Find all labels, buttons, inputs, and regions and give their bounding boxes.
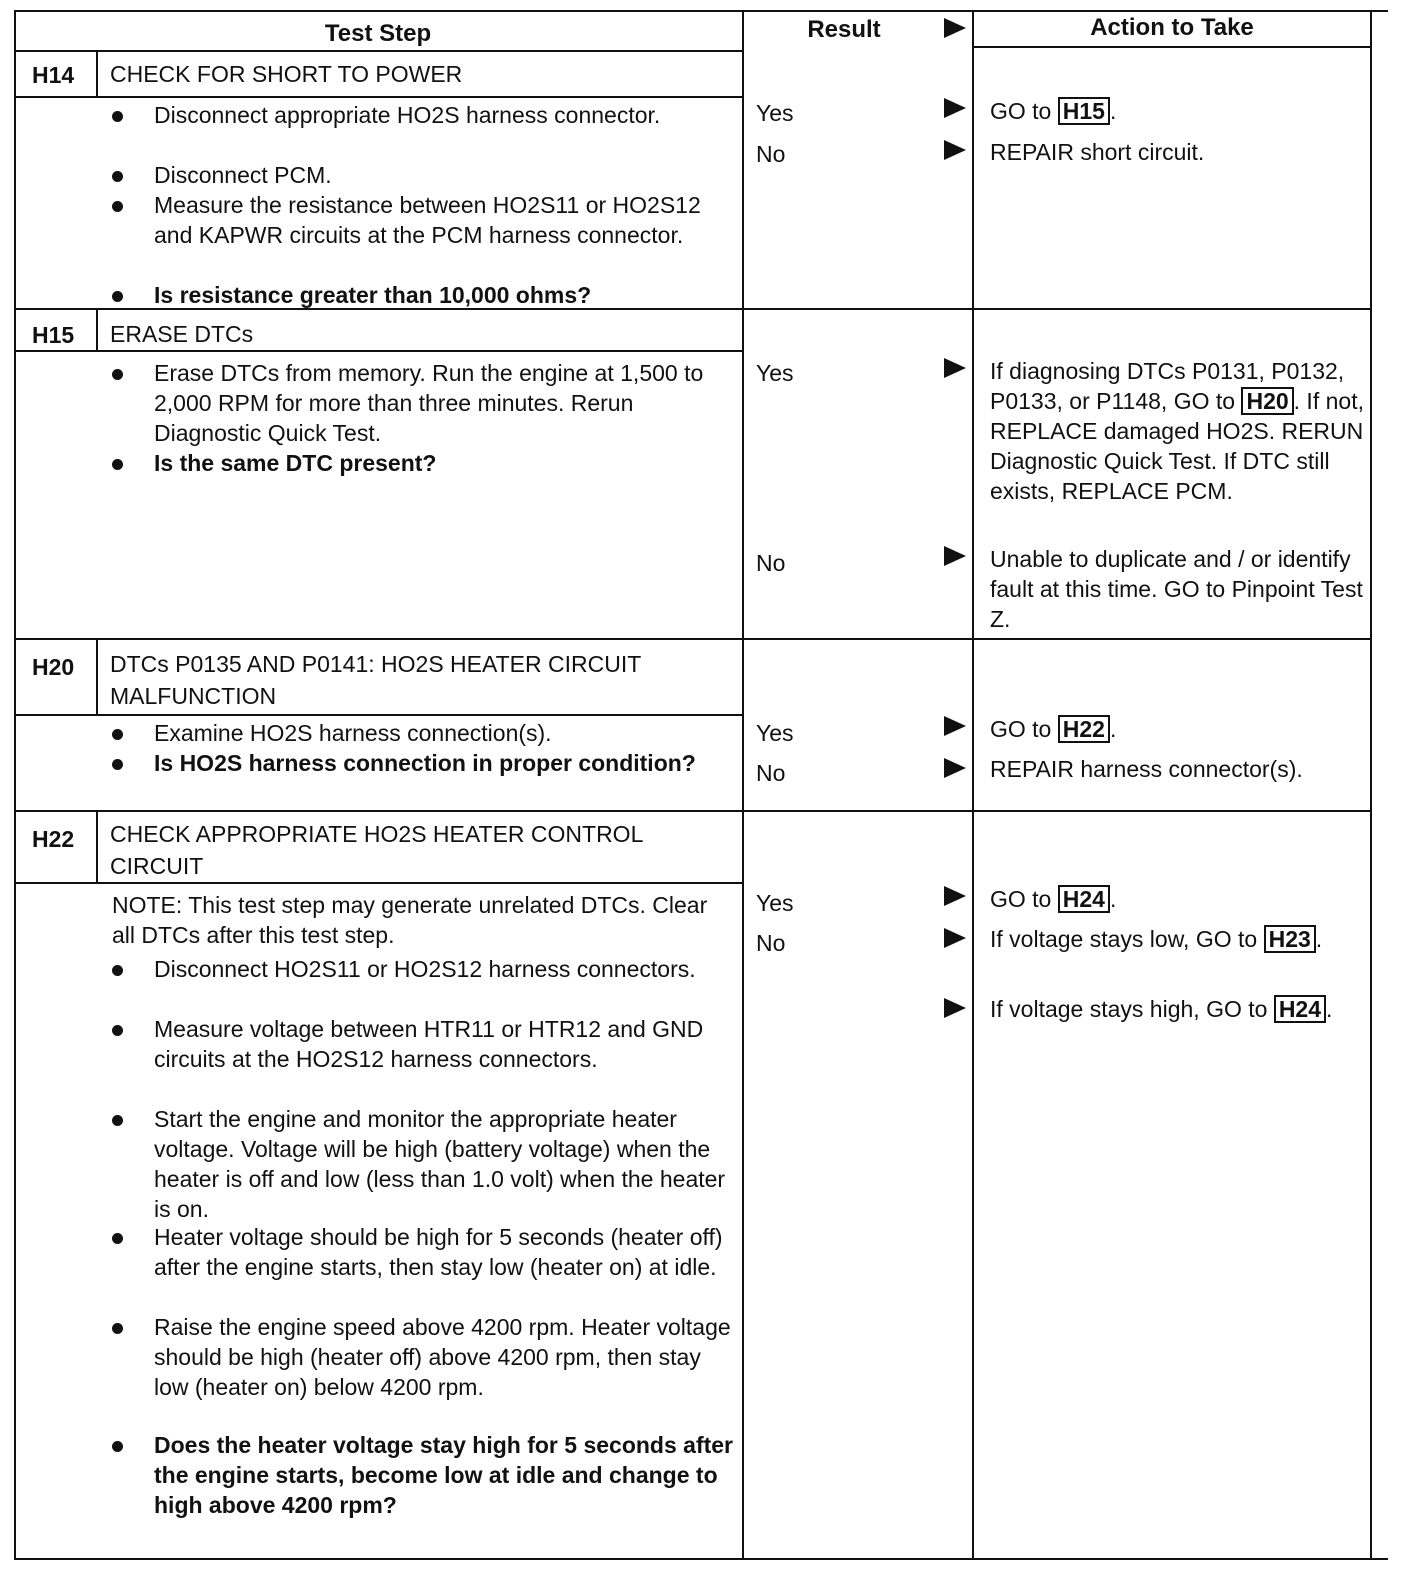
action-column-divider	[972, 10, 974, 1560]
h14-action-no: REPAIR short circuit.	[990, 139, 1205, 165]
step-id-h15: H15	[32, 322, 75, 348]
table-right-border	[1370, 10, 1372, 1560]
h22-bullet-question: Does the heater voltage stay high for 5 seconds after the engine starts, become low at idle and change to high above 4200 rpm?	[112, 1430, 734, 1520]
h22-bullet-1: Disconnect HO2S11 or HO2S12 harness connectors.	[112, 954, 734, 984]
h22-id-divider	[96, 810, 98, 884]
result-column-divider	[742, 10, 744, 1560]
h20-no-arrow-icon	[944, 758, 966, 778]
h14-no-arrow-icon	[944, 140, 966, 160]
h22-no-arrow-icon	[944, 928, 966, 948]
h20-result-yes: Yes	[756, 720, 794, 746]
h22-action-no-high: If voltage stays high, GO to H24 .	[990, 996, 1333, 1022]
h15-id-divider	[96, 308, 98, 352]
h15-action-no: Unable to duplicate and / or identify fault at this time. GO to Pinpoint Test Z.	[990, 546, 1363, 632]
step-id-h20: H20	[32, 654, 75, 680]
h20-bullet-question: Is HO2S harness connection in proper condition?	[112, 748, 734, 778]
h14-result-no: No	[756, 141, 786, 167]
step-title-h15: ERASE DTCs	[110, 321, 254, 347]
h22-action-no-low: If voltage stays low, GO to H23 .	[990, 926, 1323, 952]
h20-action-yes: GO to H22 .	[990, 716, 1117, 742]
h20-yes-arrow-icon	[944, 716, 966, 736]
h15-yes-arrow-icon	[944, 358, 966, 378]
h20-id-divider	[96, 638, 98, 716]
h14-bullet-question: Is resistance greater than 10,000 ohms?	[112, 280, 734, 310]
step-id-h22: H22	[32, 826, 75, 852]
h14-result-yes: Yes	[756, 100, 794, 126]
h14-bullet-3: Measure the resistance between HO2S11 or HO2S12 and KAPWR circuits at the PCM harness connector.	[112, 190, 734, 250]
h20-action-no: REPAIR harness connector(s).	[990, 756, 1303, 782]
h22-yes-arrow-icon	[944, 886, 966, 906]
table-top-border	[14, 10, 1388, 12]
h15-title-rule	[14, 350, 742, 352]
ref-h22[interactable]: H22	[1058, 715, 1110, 743]
h14-bullet-1: Disconnect appropriate HO2S harness connector.	[112, 100, 734, 130]
h22-action-yes: GO to H24 .	[990, 886, 1117, 912]
table-left-border	[14, 10, 16, 1560]
h14-yes-arrow-icon	[944, 98, 966, 118]
h20-result-no: No	[756, 760, 786, 786]
h20-title-rule	[14, 714, 742, 716]
row-divider-h14	[14, 308, 1372, 310]
h15-bullet-question: Is the same DTC present?	[112, 448, 734, 478]
h14-id-divider	[96, 52, 98, 98]
row-divider-h15	[14, 638, 1372, 640]
h14-action-yes: GO to H15 .	[990, 98, 1117, 124]
header-rule-right	[972, 46, 1370, 48]
row-divider-h20	[14, 810, 1372, 812]
h22-no-high-arrow-icon	[944, 998, 966, 1018]
ref-h15[interactable]: H15	[1058, 97, 1110, 125]
step-title-h22: CHECK APPROPRIATE HO2S HEATER CONTROL CIRCUIT	[110, 821, 643, 879]
h22-bullet-2: Measure voltage between HTR11 or HTR12 and GND circuits at the HO2S12 harness connectors.	[112, 1014, 734, 1074]
h15-result-yes: Yes	[756, 360, 794, 386]
header-test-step: Test Step	[324, 20, 432, 47]
h15-action-yes: If diagnosing DTCs P0131, P0132, P0133, or P1148, GO to H20 . If not, REPLACE damaged HO2S. RERUN Diagnostic Quick Test. If DTC still exists, REPLACE PCM.	[990, 358, 1364, 504]
h20-bullet-1: Examine HO2S harness connection(s).	[112, 718, 734, 748]
ref-h23[interactable]: H23	[1264, 925, 1316, 953]
h15-no-arrow-icon	[944, 546, 966, 566]
h15-result-no: No	[756, 550, 786, 576]
h22-title-rule	[14, 882, 742, 884]
test-step-table	[14, 10, 1388, 1570]
step-title-h14: CHECK FOR SHORT TO POWER	[110, 61, 463, 87]
header-result: Result	[807, 16, 881, 43]
h14-title-rule	[14, 96, 742, 98]
h22-result-no: No	[756, 930, 786, 956]
header-arrow-icon	[944, 18, 966, 38]
ref-h24[interactable]: H24	[1058, 885, 1110, 913]
ref-h20[interactable]: H20	[1241, 387, 1293, 415]
h22-bullet-3: Start the engine and monitor the appropriate heater voltage. Voltage will be high (battery voltage) when the heater is off and low (less than 1.0 volt) when the heater is on.	[112, 1104, 734, 1224]
h22-bullet-4: Heater voltage should be high for 5 seconds (heater off) after the engine starts, then stay low (heater on) at idle.	[112, 1222, 734, 1282]
h22-note: NOTE: This test step may generate unrelated DTCs. Clear all DTCs after this test step.	[112, 892, 708, 948]
h22-bullet-5: Raise the engine speed above 4200 rpm. Heater voltage should be high (heater off) above 4200 rpm, then stay low (heater on) below 4200 rpm.	[112, 1312, 734, 1402]
h22-result-yes: Yes	[756, 890, 794, 916]
step-title-h20: DTCs P0135 AND P0141: HO2S HEATER CIRCUIT MALFUNCTION	[110, 651, 641, 709]
step-id-h14: H14	[32, 62, 75, 88]
header-rule-left	[14, 50, 742, 52]
header-action: Action to Take	[1090, 14, 1254, 41]
table-bottom-border	[14, 1558, 1388, 1560]
h14-bullet-2: Disconnect PCM.	[112, 160, 734, 190]
ref-h24[interactable]: H24	[1274, 995, 1326, 1023]
h15-bullet-1: Erase DTCs from memory. Run the engine at 1,500 to 2,000 RPM for more than three minutes. Rerun Diagnostic Quick Test.	[112, 358, 734, 448]
